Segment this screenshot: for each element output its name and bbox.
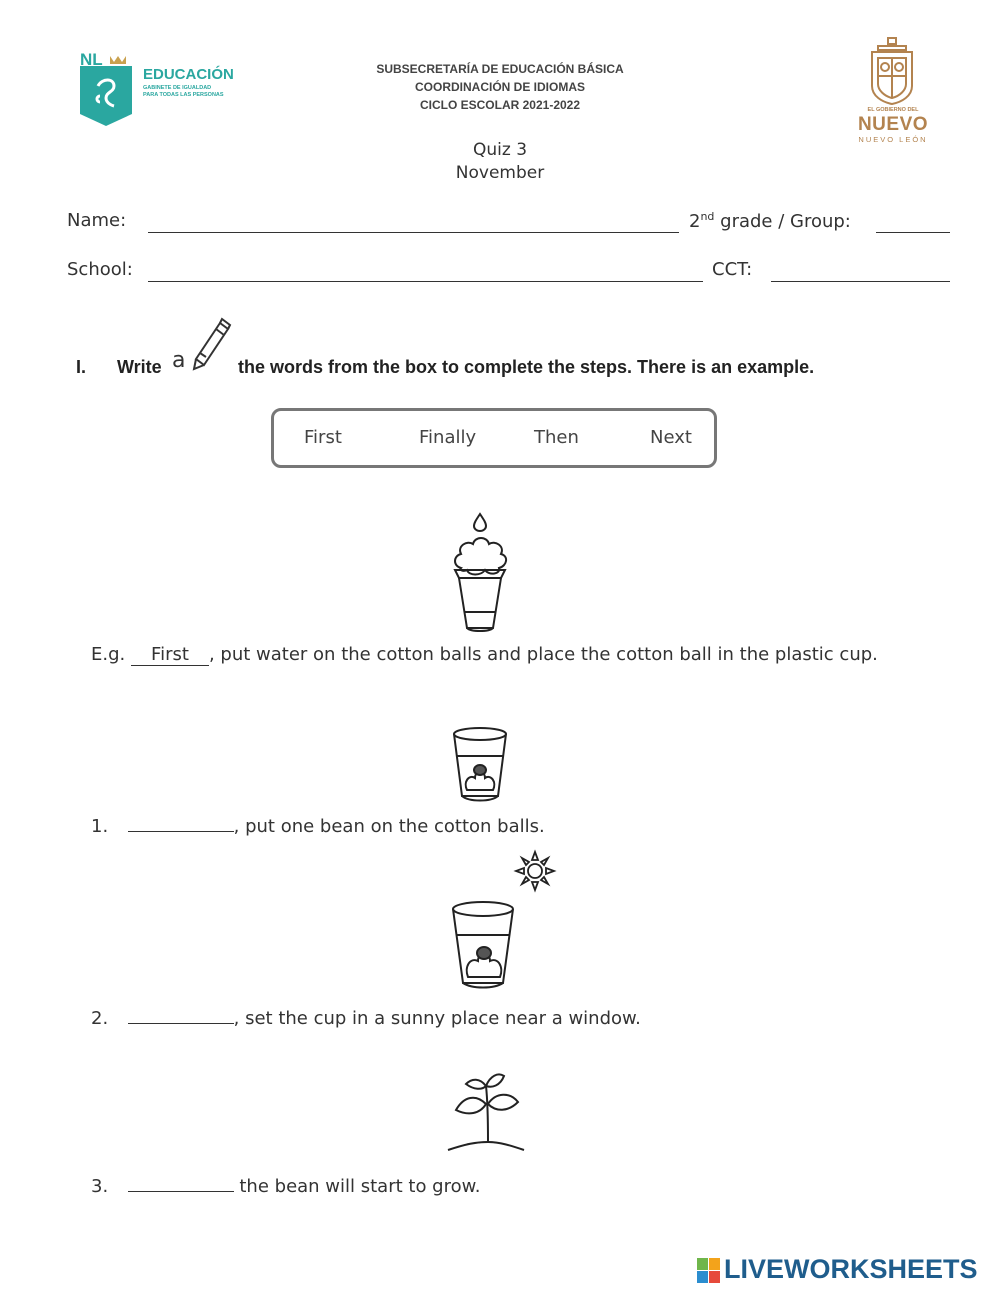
school-label: School: (67, 259, 133, 280)
grade-label: 2nd grade / Group: (689, 210, 851, 232)
cup-with-bean-icon (449, 726, 511, 804)
edu-logo-subtitle: GABINETE DE IGUALDAD PARA TODAS LAS PERSONAS (143, 85, 224, 98)
nl-logo-mark: NL (80, 50, 103, 69)
pencil-writing-icon (170, 313, 234, 373)
example-prefix: E.g. (91, 644, 126, 665)
example-sentence (91, 644, 878, 666)
answer-blank-2[interactable] (128, 1004, 234, 1024)
example-text: , put water on the cotton balls and place the cotton ball in the plastic cup. (208, 644, 878, 665)
svg-text:a: a (172, 348, 186, 373)
name-field[interactable] (148, 232, 679, 233)
quiz-month: November (455, 163, 545, 183)
question-text: the bean will start to grow. (233, 1176, 481, 1197)
section-instruction: the words from the box to complete the steps. There is an example. (238, 357, 815, 377)
question-1 (91, 812, 545, 837)
quiz-heading (300, 139, 700, 185)
question-2 (91, 1004, 641, 1029)
example-answer: First (131, 645, 209, 666)
group-field[interactable] (876, 232, 950, 233)
header-institution (300, 60, 700, 114)
quiz-title: Quiz 3 (472, 140, 528, 160)
nuevo-leon-seal-icon (864, 36, 920, 106)
word-option[interactable]: Next (650, 427, 692, 448)
cct-label: CCT: (712, 259, 753, 280)
edu-logo-title: EDUCACIÓN (143, 66, 234, 83)
answer-blank-3[interactable] (128, 1172, 234, 1192)
header-line: SUBSECRETARÍA DE EDUCACIÓN BÁSICA (376, 62, 624, 76)
name-label: Name: (67, 210, 127, 231)
liveworksheets-logo-icon (697, 1258, 721, 1284)
nuevo-leon-title: NUEVO (857, 114, 929, 135)
nuevo-leon-subtitle: NUEVO LEÓN (858, 135, 928, 144)
word-option[interactable]: Finally (419, 427, 477, 448)
school-field[interactable] (148, 281, 703, 282)
section-number: I. (76, 357, 87, 377)
answer-blank-1[interactable] (128, 812, 234, 832)
cup-cotton-water-icon (445, 512, 515, 634)
sprout-plant-icon (446, 1064, 526, 1154)
question-3 (91, 1172, 480, 1197)
header-line: CICLO ESCOLAR 2021-2022 (419, 98, 581, 112)
question-text: , put one bean on the cotton balls. (233, 816, 545, 837)
cct-field[interactable] (771, 281, 950, 282)
sun-icon (514, 850, 556, 892)
section-write-word: Write (117, 357, 162, 377)
question-number: 3. (91, 1176, 109, 1197)
word-option[interactable]: Then (534, 427, 579, 448)
word-option[interactable]: First (304, 427, 342, 448)
question-number: 1. (91, 816, 109, 837)
nuevo-leon-caption: EL GOBIERNO DEL (867, 107, 919, 113)
header-line: COORDINACIÓN DE IDIOMAS (414, 80, 585, 94)
question-number: 2. (91, 1008, 109, 1029)
question-text: , set the cup in a sunny place near a window. (233, 1008, 641, 1029)
cup-in-sun-icon (448, 899, 518, 991)
liveworksheets-brand[interactable]: LIVEWORKSHEETS (724, 1254, 978, 1284)
